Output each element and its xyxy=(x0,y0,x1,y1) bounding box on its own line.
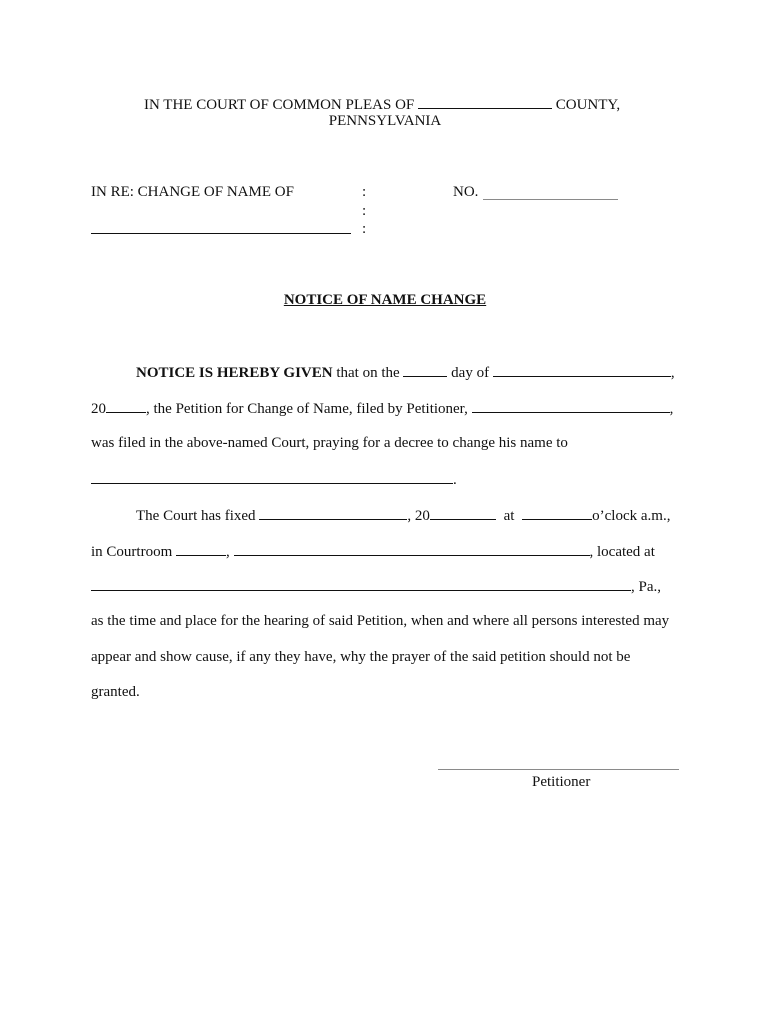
in-courtroom: in Courtroom xyxy=(91,544,173,560)
in-re-label: IN RE: CHANGE OF NAME OF xyxy=(91,184,294,200)
located-at: , located at xyxy=(589,544,655,560)
petitioner-blank xyxy=(472,398,670,413)
hearing-time-blank xyxy=(522,505,592,520)
court-has-fixed: The Court has fixed xyxy=(136,508,256,524)
comma-20: , 20 xyxy=(407,508,430,524)
line1-comma: , xyxy=(670,365,675,381)
hearing-line-1 xyxy=(136,505,670,525)
signature-line xyxy=(438,769,679,770)
notice-line-1 xyxy=(136,362,675,382)
hearing-line-4: as the time and place for the hearing of said Petition, when and where all persons interested may xyxy=(91,613,670,629)
petition-filed-text: , the Petition for Change of Name, filed by Petitioner, xyxy=(146,401,468,417)
day-blank xyxy=(403,362,447,377)
county-blank xyxy=(418,94,552,109)
notice-line-3: was filed in the above-named Court, praying for a decree to change his name to xyxy=(91,435,568,451)
hearing-year-blank xyxy=(430,505,496,520)
month-blank xyxy=(493,362,671,377)
line6-comma: , xyxy=(226,544,230,560)
court-prefix: IN THE COURT OF COMMON PLEAS OF xyxy=(144,97,415,113)
notice-line-4 xyxy=(91,469,457,489)
hearing-line-2 xyxy=(91,541,655,561)
caption-colon-1: : xyxy=(362,184,367,200)
pa-suffix: , Pa., xyxy=(631,579,661,595)
that-on-the: that on the xyxy=(336,365,400,381)
court-header-line xyxy=(144,94,620,114)
signature-label: Petitioner xyxy=(532,774,591,790)
notice-line-2 xyxy=(91,398,673,418)
year-blank xyxy=(106,398,146,413)
county-suffix: COUNTY, xyxy=(555,97,621,113)
line4-period: . xyxy=(453,472,457,488)
caption-colon-2: : xyxy=(362,203,367,219)
petitioner-name-line xyxy=(91,233,351,234)
year-prefix: 20 xyxy=(91,401,106,417)
hearing-line-3 xyxy=(91,576,661,596)
case-number-label: NO. xyxy=(453,184,479,200)
at-label: at xyxy=(503,508,515,524)
new-name-blank xyxy=(91,469,453,484)
courtroom-blank xyxy=(176,541,226,556)
address-blank xyxy=(91,576,631,591)
state-line: PENNSYLVANIA xyxy=(328,113,442,129)
line2-comma: , xyxy=(669,401,674,417)
oclock-label: o’clock a.m., xyxy=(592,508,671,524)
notice-hereby-given: NOTICE IS HEREBY GIVEN xyxy=(136,365,333,381)
hearing-date-blank xyxy=(259,505,407,520)
caption-colon-3: : xyxy=(362,221,367,237)
hearing-line-6: granted. xyxy=(91,684,140,700)
courthouse-blank xyxy=(234,541,590,556)
document-title: NOTICE OF NAME CHANGE xyxy=(283,292,487,308)
day-of: day of xyxy=(451,365,490,381)
hearing-line-5: appear and show cause, if any they have, why the prayer of the said petition should not be xyxy=(91,649,631,665)
case-number-line xyxy=(483,199,618,200)
